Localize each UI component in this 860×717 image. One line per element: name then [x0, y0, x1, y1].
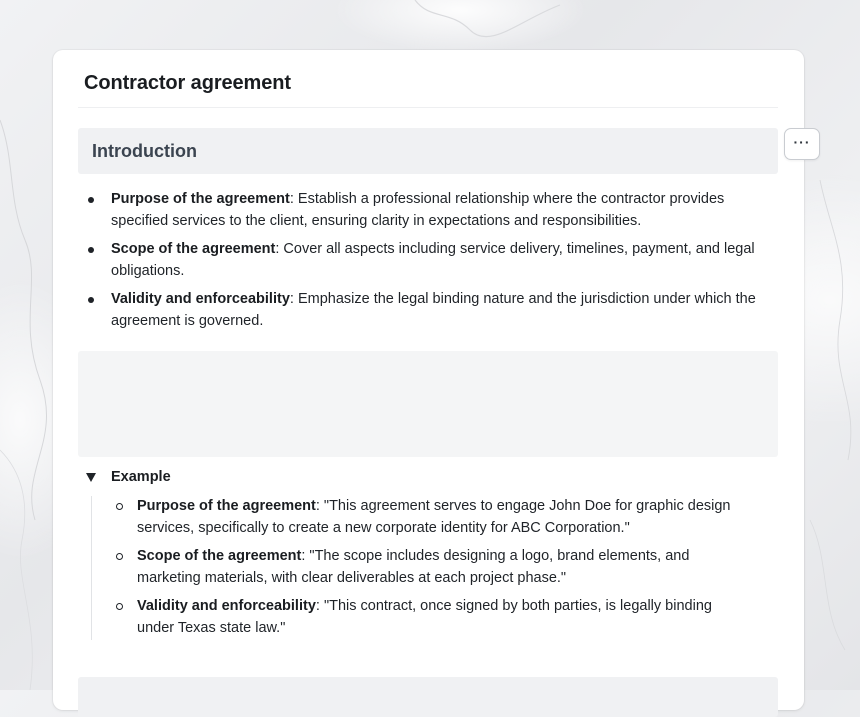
list-item-text: : "The scope includes designing a logo, brand elements, and marketing materials, with clear deliverables at each project phase." — [137, 548, 690, 586]
list-item-term: Purpose of the agreement — [111, 191, 290, 207]
document-card — [53, 50, 804, 710]
list-item-text: : Cover all aspects including service delivery, timelines, payment, and legal obligations. — [111, 241, 755, 279]
list-item[interactable] — [112, 595, 752, 639]
more-horizontal-icon: ··· — [793, 133, 811, 150]
toggle-label: Example — [111, 469, 171, 485]
toggle-header[interactable] — [78, 468, 778, 492]
page-title: Contractor agreement — [84, 72, 291, 94]
list-item-text: : "This contract, once signed by both parties, is legally binding under Texas state law." — [137, 598, 712, 636]
list-item[interactable] — [112, 495, 752, 539]
circle-bullet-icon — [116, 503, 123, 510]
example-toggle — [78, 468, 778, 636]
more-options-button[interactable] — [784, 128, 820, 160]
list-item-text: : Establish a professional relationship where the contractor provides specified services to the client, ensuring clarity in expectations and responsibilities. — [111, 191, 725, 229]
list-item-term: Purpose of the agreement — [137, 498, 316, 514]
section-header[interactable] — [78, 128, 778, 174]
bullet-list — [78, 188, 778, 338]
toggle-indent-rule — [91, 496, 92, 640]
list-item-text: : "This agreement serves to engage John Doe for graphic design services, specifically to create a new corporate identity for ABC Corporation." — [137, 498, 731, 536]
circle-bullet-icon — [116, 603, 123, 610]
list-item[interactable] — [78, 188, 778, 232]
list-item-term: Validity and enforceability — [111, 291, 290, 307]
empty-block[interactable] — [78, 351, 778, 457]
list-item[interactable] — [112, 545, 752, 589]
list-item[interactable] — [78, 288, 778, 332]
title-divider — [78, 107, 778, 108]
next-section-header[interactable] — [78, 677, 778, 717]
list-item-text: : Emphasize the legal binding nature and the jurisdiction under which the agreement is governed. — [111, 291, 756, 329]
bullet-icon — [88, 297, 94, 303]
list-item-term: Validity and enforceability — [137, 598, 316, 614]
circle-bullet-icon — [116, 553, 123, 560]
bullet-icon — [88, 197, 94, 203]
list-item[interactable] — [78, 238, 778, 282]
bullet-icon — [88, 247, 94, 253]
example-list — [112, 495, 752, 645]
section-header-label: Introduction — [92, 141, 197, 161]
list-item-term: Scope of the agreement — [111, 241, 276, 257]
triangle-down-icon[interactable] — [86, 473, 96, 482]
list-item-term: Scope of the agreement — [137, 548, 302, 564]
